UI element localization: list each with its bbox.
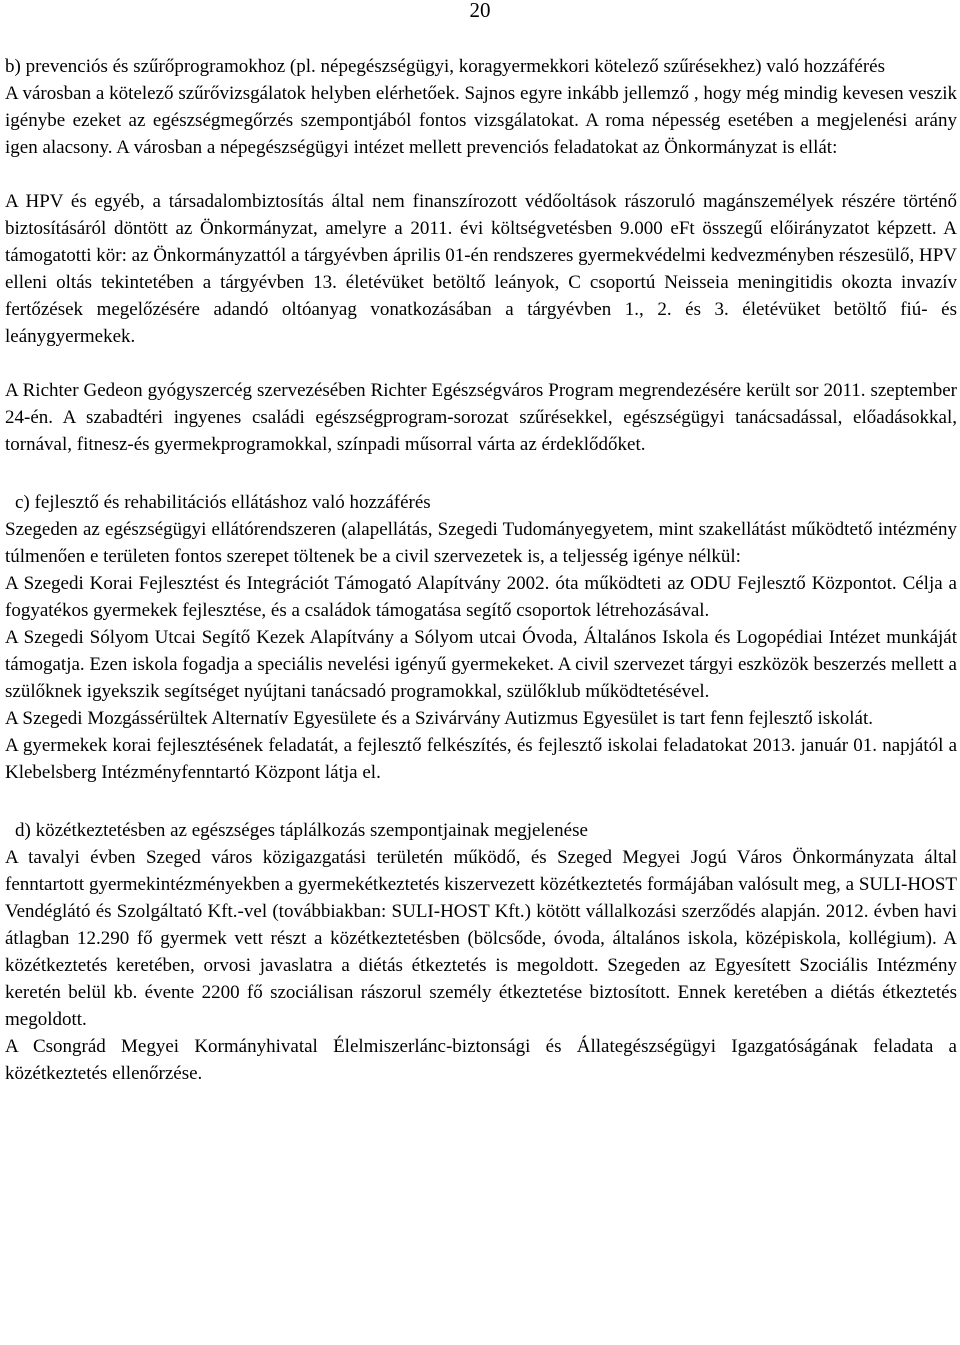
section-c-paragraph-2: A Szegedi Korai Fejlesztést és Integrációt Támogató Alapítvány 2002. óta működteti az ODU Fejlesztő Központot. Célja a fogyatékos gyermekek fejlesztése, és a családok támogatása segítő csoportok létrehozásával. xyxy=(5,573,957,621)
page-number: 20 xyxy=(469,0,491,22)
section-c-paragraph-1: Szegeden az egészségügyi ellátórendszeren (alapellátás, Szegedi Tudományegyetem, mint szakellátást működtető intézmény túlmenően e területen fontos szerepet töltenek be a civil szervezetek is, a teljesség igénye nélkül: xyxy=(5,519,957,567)
blank-line xyxy=(5,458,957,489)
blank-line xyxy=(5,350,957,377)
section-d-paragraph-1: A tavalyi évben Szeged város közigazgatási területén működő, és Szeged Megyei Jogú Város Önkormányzata által fenntartott gyermekintézményekben a gyermekétkeztetés kiszervezett közétkeztetés formájában valósult meg, a SULI-HOST Vendéglátó és Szolgáltató Kft.-vel (továbbiakban: SULI-HOST Kft.) kötött vállalkozási szerződés alapján. 2012. évben havi átlagban 12.290 fő gyermek vett részt a közétkeztetésben (bölcsőde, óvoda, általános iskola, középiskola, kollégium). A közétkeztetés keretében, orvosi javaslatra a diétás étkeztetés is megoldott. Szegeden az Egyesített Szociális Intézmény keretén belül kb. évente 2200 fő szociálisan rászorul személy étkeztetése biztosított. Ennek keretében a diétás étkeztetés megoldott. xyxy=(5,847,957,1030)
section-d-heading: d) közétkeztetésben az egészséges táplálkozás szempontjainak megjelenése xyxy=(15,820,588,841)
section-c-paragraph-3: A Szegedi Sólyom Utcai Segítő Kezek Alapítvány a Sólyom utcai Óvoda, Általános Iskola és Logopédiai Intézet munkáját támogatja. Ezen iskola fogadja a speciális nevelési igényű gyermekeket. A civil szervezet tárgyi eszközök beszerzés mellett a szülőknek igyekszik segítséget nyújtani tanácsadó programokkal, szülőklub működtetésével. xyxy=(5,627,957,702)
section-c-paragraph-5: A gyermekek korai fejlesztésének feladatát, a fejlesztő felkészítés, és fejlesztő iskolai feladatokat 2013. január 01. napjától a Klebelsberg Intézményfenntartó Központ látja el. xyxy=(5,735,957,783)
blank-line xyxy=(5,786,957,817)
section-c-heading: c) fejlesztő és rehabilitációs ellátáshoz való hozzáférés xyxy=(15,492,431,513)
section-b-heading: b) prevenciós és szűrőprogramokhoz (pl. népegészségügyi, koragyermekkori kötelező szűrésekhez) való hozzáférés xyxy=(5,56,885,77)
section-c-paragraph-4: A Szegedi Mozgássérültek Alternatív Egyesülete és a Szivárvány Autizmus Egyesület is tart fenn fejlesztő iskolát. xyxy=(5,708,873,729)
blank-line xyxy=(5,161,957,188)
section-b-paragraph-3: A Richter Gedeon gyógyszercég szervezésében Richter Egészségváros Program megrendezésére került sor 2011. szeptember 24-én. A szabadtéri ingyenes családi egészségprogram-sorozat szűrésekkel, egészségügyi tanácsadással, előadásokkal, tornával, fitnesz-és gyermekprogramokkal, színpadi műsorral várta az érdeklődőket. xyxy=(5,380,957,455)
section-b-paragraph-1: A városban a kötelező szűrővizsgálatok helyben elérhetőek. Sajnos egyre inkább jellemző , hogy még mindig kevesen veszik igénybe ezeket az egészségmegőrzés szempontjából fontos vizsgálatokat. A roma népesség esetében a megjelenési arány igen alacsony. A városban a népegészségügyi intézet mellett prevenciós feladatokat az Önkormányzat is ellát: xyxy=(5,83,957,158)
section-d-paragraph-2: A Csongrád Megyei Kormányhivatal Élelmiszerlánc-biztonsági és Állategészségügyi Igazgatóságának feladata a közétkeztetés ellenőrzése. xyxy=(5,1036,957,1084)
page-body xyxy=(5,53,957,1087)
section-b-paragraph-2: A HPV és egyéb, a társadalombiztosítás által nem finanszírozott védőoltások rászoruló magánszemélyek részére történő biztosításáról döntött az Önkormányzat, amelyre a 2011. évi költségvetésben 9.000 eFt összegű előirányzatot képzett. A támogatotti kör: az Önkormányzattól a tárgyévben április 01-én rendszeres gyermekvédelmi kedvezményben részesülő, HPV elleni oltás tekintetében a tárgyévben 13. életévüket betöltő leányok, C csoportú Neisseia meningitidis okozta invazív fertőzések megelőzésére adandó oltóanyag vonatkozásában a tárgyévben 1., 2. és 3. életévüket betöltő fiú- és leánygyermekek. xyxy=(5,191,957,347)
